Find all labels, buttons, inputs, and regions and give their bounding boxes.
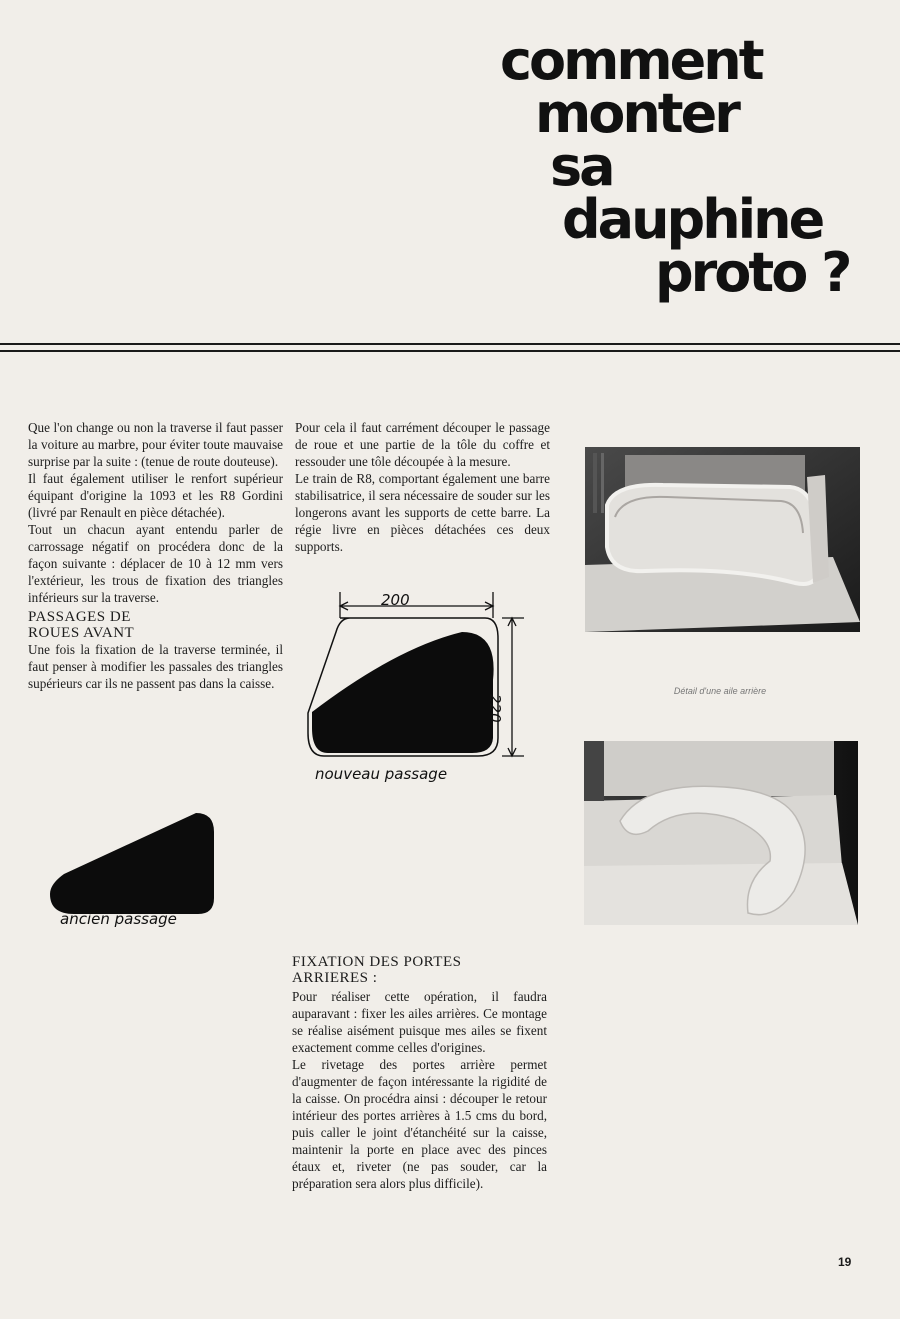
new-passage-caption: nouveau passage xyxy=(315,765,448,783)
title-line: dauphine xyxy=(562,188,823,251)
title-line: sa xyxy=(550,135,613,198)
column-2 xyxy=(295,419,550,555)
header-rule-bottom xyxy=(0,350,900,352)
paragraph: Le train de R8, comportant également une barre stabilisatrice, il sera nécessaire de souder sur les longerons avant les supports de cette barre. La régie livre en pièces détachées ces deux supports. xyxy=(295,471,550,554)
paragraph: Pour cela il faut carrément découper le passage de roue et une partie de la tôle du coffre et ressouder une tôle découpée à la mesure. xyxy=(295,420,550,469)
header-rule-top xyxy=(0,343,900,345)
rear-wing-photo xyxy=(585,447,860,632)
paragraph: Le rivetage des portes arrière permet d'augmenter de façon intéressante la rigidité de la caisse. On procédra ainsi : découper le retour intérieur des portes arrières à 1.5 cms du bord, puis caller le joint d'étanchéité sur la caisse, maintenir la porte en place avec des pinces étaux et, riveter (ne pas souder, car la préparation sera alors plus difficile). xyxy=(292,1057,547,1191)
new-passage-diagram xyxy=(300,588,530,778)
old-passage-diagram xyxy=(48,810,218,916)
rear-wing-detail-photo-image xyxy=(584,741,858,925)
section-heading: PASSAGES DE ROUES AVANT xyxy=(28,609,135,641)
photo-caption: Détail d'une aile arrière xyxy=(673,686,767,696)
paragraph: Que l'on change ou non la traverse il faut passer la voiture au marbre, pour éviter toute mauvaise surprise par la suite : (tenue de route douteuse). xyxy=(28,420,283,469)
title-line: comment xyxy=(500,29,762,92)
column-3 xyxy=(292,954,547,1192)
paragraph: Tout un chacun ayant entendu parler de carrossage négatif on procédera donc de la façon suivante : déplacer de 10 à 12 mm vers l'extérieur, les trous de fixation des triangles inférieurs sur la traverse. xyxy=(28,522,283,605)
dimension-width-label: 200 xyxy=(381,591,410,609)
page-title xyxy=(480,29,850,304)
paragraph: Pour réaliser cette opération, il faudra auparavant : fixer les ailes arrières. Ce montage se réalise aisément puisque mes ailes se fixent exactement comme celles d'origines. xyxy=(292,989,547,1055)
old-passage-caption: ancien passage xyxy=(60,910,177,928)
page-number: 19 xyxy=(838,1255,852,1269)
rear-wing-detail-photo xyxy=(584,741,858,925)
paragraph: Il faut également utiliser le renfort supérieur équipant d'origine la 1093 et les R8 Gordini (livré par Renault en pièce détachée). xyxy=(28,471,283,520)
dimension-height-label: 220 xyxy=(486,694,504,723)
column-1 xyxy=(28,419,283,692)
title-line: monter xyxy=(535,82,738,145)
rear-wing-photo-image xyxy=(585,447,860,632)
title-line: proto ? xyxy=(655,241,850,304)
section-heading: FIXATION DES PORTES ARRIERES : xyxy=(292,954,462,986)
paragraph: Une fois la fixation de la traverse terminée, il faut penser à modifier les passales des triangles supérieurs car ils ne passent pas dans la caisse. xyxy=(28,642,283,691)
